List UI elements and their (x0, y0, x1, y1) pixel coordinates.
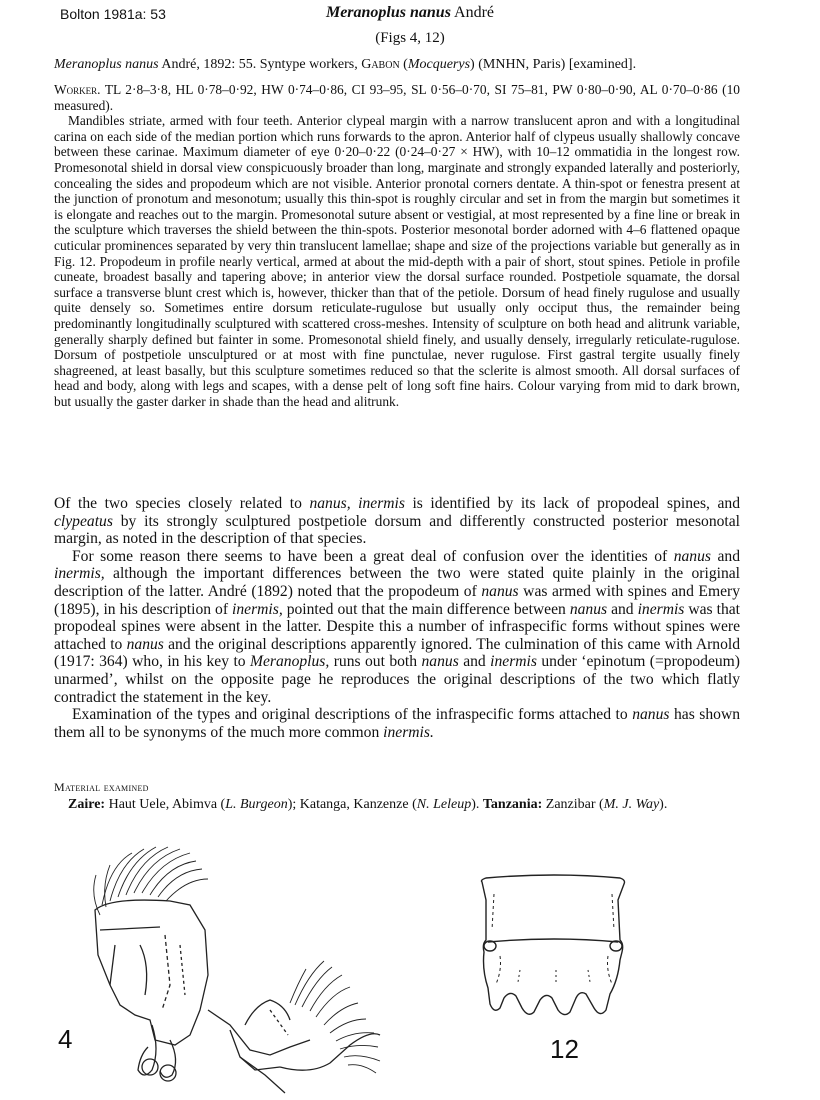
italic-term: inermis, (232, 600, 283, 618)
text-run: pointed out that the main difference between (282, 600, 570, 618)
italic-term: nanus, (309, 495, 351, 512)
synonymy-citation: André, 1892: 55. Syntype workers, (158, 57, 362, 72)
text-run: although the important differences between the two were stated quite plainly in the original description of the latter. André (1892) noted that the propodeum of (54, 565, 740, 600)
species-heading (0, 4, 820, 22)
text-run: runs out both (329, 653, 422, 671)
measurements: . TL 2·8–3·8, HL 0·78–0·92, HW 0·74–0·86, CI 93–95, SL 0·56–0·70, SI 75–81, PW 0·80–0·90, AL 0·70–0·86 (10 measured). (54, 82, 740, 113)
bold-term: Tanzania: (482, 797, 543, 812)
figure-reference: (Figs 4, 12) (375, 30, 445, 46)
figure-number: 4 (58, 1024, 73, 1054)
italic-term: Meranoplus, (250, 653, 330, 671)
text-run: was armed with spines and Emery (1895), in his description of (54, 582, 740, 618)
ant-profile-drawing-icon (40, 835, 400, 1095)
mesonotal-shield-drawing-icon (460, 870, 650, 1030)
text-run: ). (471, 797, 483, 812)
discussion-paragraph (54, 548, 740, 706)
text-run: and (607, 600, 638, 618)
text-run: ). (659, 797, 668, 812)
italic-term: nanus (632, 706, 670, 724)
text-run: and the original descriptions apparently ignored. The culmination of this came with Arnold (1917: 364) who, in his key to (54, 635, 740, 671)
synonymy-collector: Mocquerys (407, 57, 471, 72)
text-run: Zanzibar ( (542, 797, 604, 812)
text-run: ); Katanga, Kanzenze ( (287, 797, 417, 812)
italic-term: nanus (569, 600, 608, 618)
species-author: André (454, 4, 495, 21)
text-run: Examination of the types and original descriptions of the infraspecific forms attached to (72, 706, 633, 724)
italic-term: M. J. Way (603, 797, 660, 812)
page-reference: Bolton 1981a: 53 (60, 6, 166, 22)
material-examined-heading: Material examined (54, 780, 149, 794)
italic-term: inermis (358, 495, 405, 512)
italic-term: N. Leleup (416, 797, 472, 812)
material-examined-list (54, 796, 740, 813)
italic-term: L. Burgeon (225, 797, 288, 812)
figure-number: 12 (550, 1034, 579, 1064)
discussion-paragraph (54, 495, 740, 548)
bold-term: Zaire: (68, 797, 106, 812)
text-run (351, 495, 359, 512)
species-name: Meranoplus nanus (325, 4, 451, 21)
text-run: For some reason there seems to have been a great deal of confusion over the identities of (72, 547, 674, 565)
synonymy-country: Gabon (361, 57, 400, 72)
worker-description (54, 82, 740, 409)
discussion-paragraph (54, 706, 740, 741)
italic-term: inermis (490, 653, 537, 671)
text-run: under ‘epinotum (=propodeum) unarmed’, whilst on the opposite page he reproduces the original descriptions of the two which flatly contradict the statement in the key. (54, 653, 741, 706)
text-run: and (458, 653, 491, 671)
italic-term: clypeatus (54, 512, 113, 530)
text-run: Of the two species closely related to (54, 495, 310, 512)
text-run: by its strongly sculptured postpetiole dorsum and differently constructed posterior mesonotal margin, as noted in the description of that species. (54, 512, 740, 548)
italic-term: nanus (421, 653, 459, 671)
description-body: Mandibles striate, armed with four teeth. Anterior clypeal margin with a narrow translucent apron and with a longitudinal carina on each side of the median portion which runs forwards to the apron. Anterior half of clypeus usually shallowly concave between these carinae. Maximum diameter of eye 0·20–0·22 (0·24–0·27 × HW), with 10–12 ommatidia in the longest row. Promesonotal shield in dorsal view conspicuously broader than long, marginate and strongly expanded laterally and posteriorly, concealing the sides and propodeum which are not visible. Anterior pronotal corners dentate. A thin-spot or fenestra present at the junction of pronotum and mesonotum; usually this thin-spot is roughly circular and set in from the margin but sometimes it is elongate and reaches out to the margin. Promesonotal suture absent or vestigial, at most represented by a fine line or break in the sculpture which traverses the shield between the thin-spots. Posterior mesonotal border adorned with 4–6 flattened opaque cuticular prominences separated by very thin translucent lamellae; shape and size of the projections variable but generally as in Fig. 12. Propodeum in profile nearly vertical, armed at about the mid-depth with a pair of short, stout spines. Petiole in profile cuneate, broadest basally and tapering above; in anterior view the dorsal surface rounded. Postpetiole squamate, the dorsal surface a transverse blunt crest which is, however, thicker than that of the petiole. Dorsum of head finely rugulose and usually quite densely so. Sometimes entire dorsum reticulate-rugulose but usually only occiput thus, the remainder being predominantly longitudinally sculptured with scattered cross-meshes. Intensity of sculpture on both head and alitrunk variable, generally sharply defined but fainter in some. Promesonotal shield finely, and usually densely, irregularly reticulate-rugulose. Dorsum of postpetiole unsculptured or at most with fine punctulae, never rugulose. First gastral tergite usually finely shagreened, at least basally, but this sculpture sometimes reduced so that the sclerite is almost smooth. All dorsal surfaces of head and body, along with legs and scapes, with a dense pelt of long soft fine hairs. Colour varying from mid to dark brown, but usually the gaster darker in shade than the head and alitrunk. (54, 113, 740, 409)
text-run: has shown them all to be synonyms of the much more common (54, 706, 740, 741)
caste-label: Worker (54, 82, 98, 97)
synonymy-repository: (MNHN, Paris) [examined]. (474, 57, 637, 72)
italic-term: inermis, (54, 565, 105, 583)
text-run: Haut Uele, Abimva ( (105, 797, 226, 812)
synonymy-line: Meranoplus nanus André, 1892: 55. Syntype workers, Gabon (Mocquerys) (MNHN, Paris) [examined]. (54, 57, 637, 72)
text-run: and (710, 547, 740, 565)
text-run: was that propodeal spines were absent in the latter. Despite this a number of infraspecific forms without spines were attached to (54, 600, 740, 653)
italic-term: inermis. (383, 723, 434, 741)
synonymy-name: Meranoplus nanus (54, 57, 159, 72)
italic-term: nanus (126, 635, 164, 653)
text-run: is identified by its lack of propodeal spines, and (404, 495, 740, 512)
discussion (54, 495, 740, 741)
italic-term: nanus (481, 582, 519, 600)
italic-term: nanus (673, 547, 711, 565)
italic-term: inermis (637, 600, 685, 618)
